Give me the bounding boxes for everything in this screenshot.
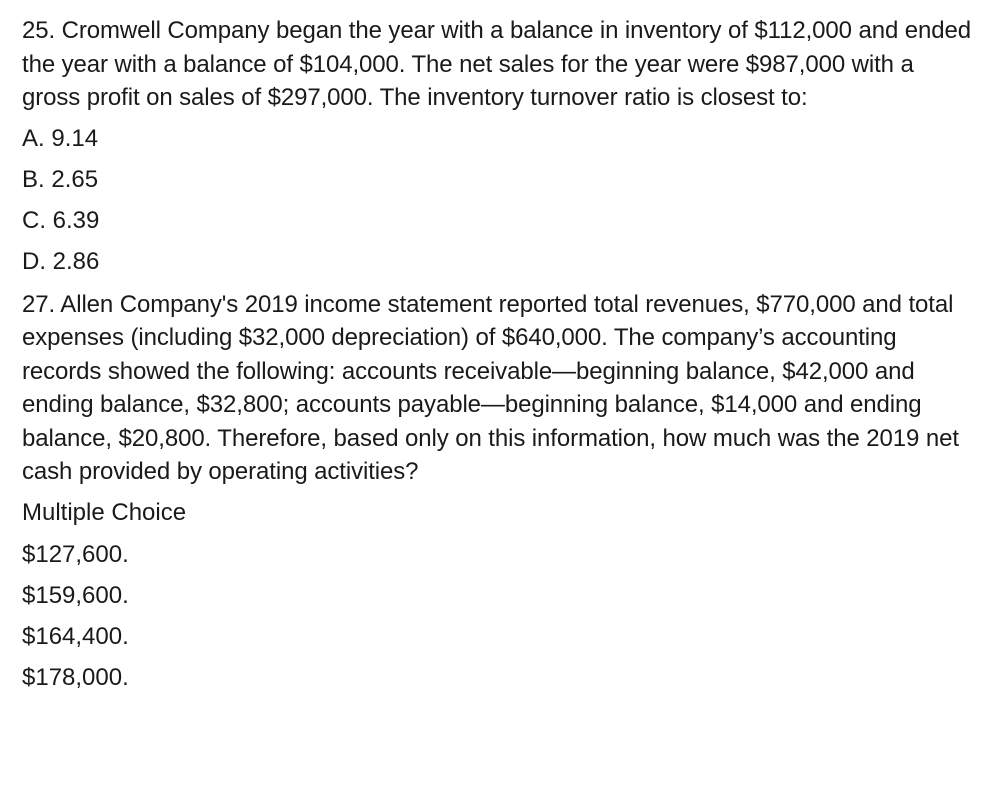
option-a[interactable]: A. 9.14	[22, 124, 99, 152]
question-27	[22, 288, 972, 693]
multiple-choice-label: Multiple Choice	[22, 498, 187, 526]
option-b[interactable]: B. 2.65	[22, 165, 99, 193]
option-d[interactable]: D. 2.86	[22, 247, 100, 275]
question-25-text: 25. Cromwell Company began the year with a balance in inventory of $112,000 and ended the year with a balance of $104,000. The net sales for the year were $987,000 with a gross profit on sales of $297,000. The inventory turnover ratio is closest to:	[22, 17, 972, 111]
choice-164400[interactable]: $164,400.	[22, 622, 129, 650]
question-27-options	[22, 540, 972, 693]
question-25-options	[22, 124, 972, 277]
question-27-text: 27. Allen Company's 2019 income statement reported total revenues, $770,000 and total expenses (including $32,000 depreciation) of $640,000. The company’s accounting records showed the following: accounts receivable—beginning balance, $42,000 and ending balance, $32,800; accounts payable—beginning balance, $14,000 and ending balance, $20,800. Therefore, based only on this information, how much was the 2019 net cash provided by operating activities?	[22, 290, 959, 485]
choice-127600[interactable]: $127,600.	[22, 540, 129, 568]
question-25	[22, 14, 972, 277]
choice-178000[interactable]: $178,000.	[22, 663, 129, 691]
option-c[interactable]: C. 6.39	[22, 206, 100, 234]
document-page	[22, 14, 972, 693]
choice-159600[interactable]: $159,600.	[22, 581, 129, 609]
